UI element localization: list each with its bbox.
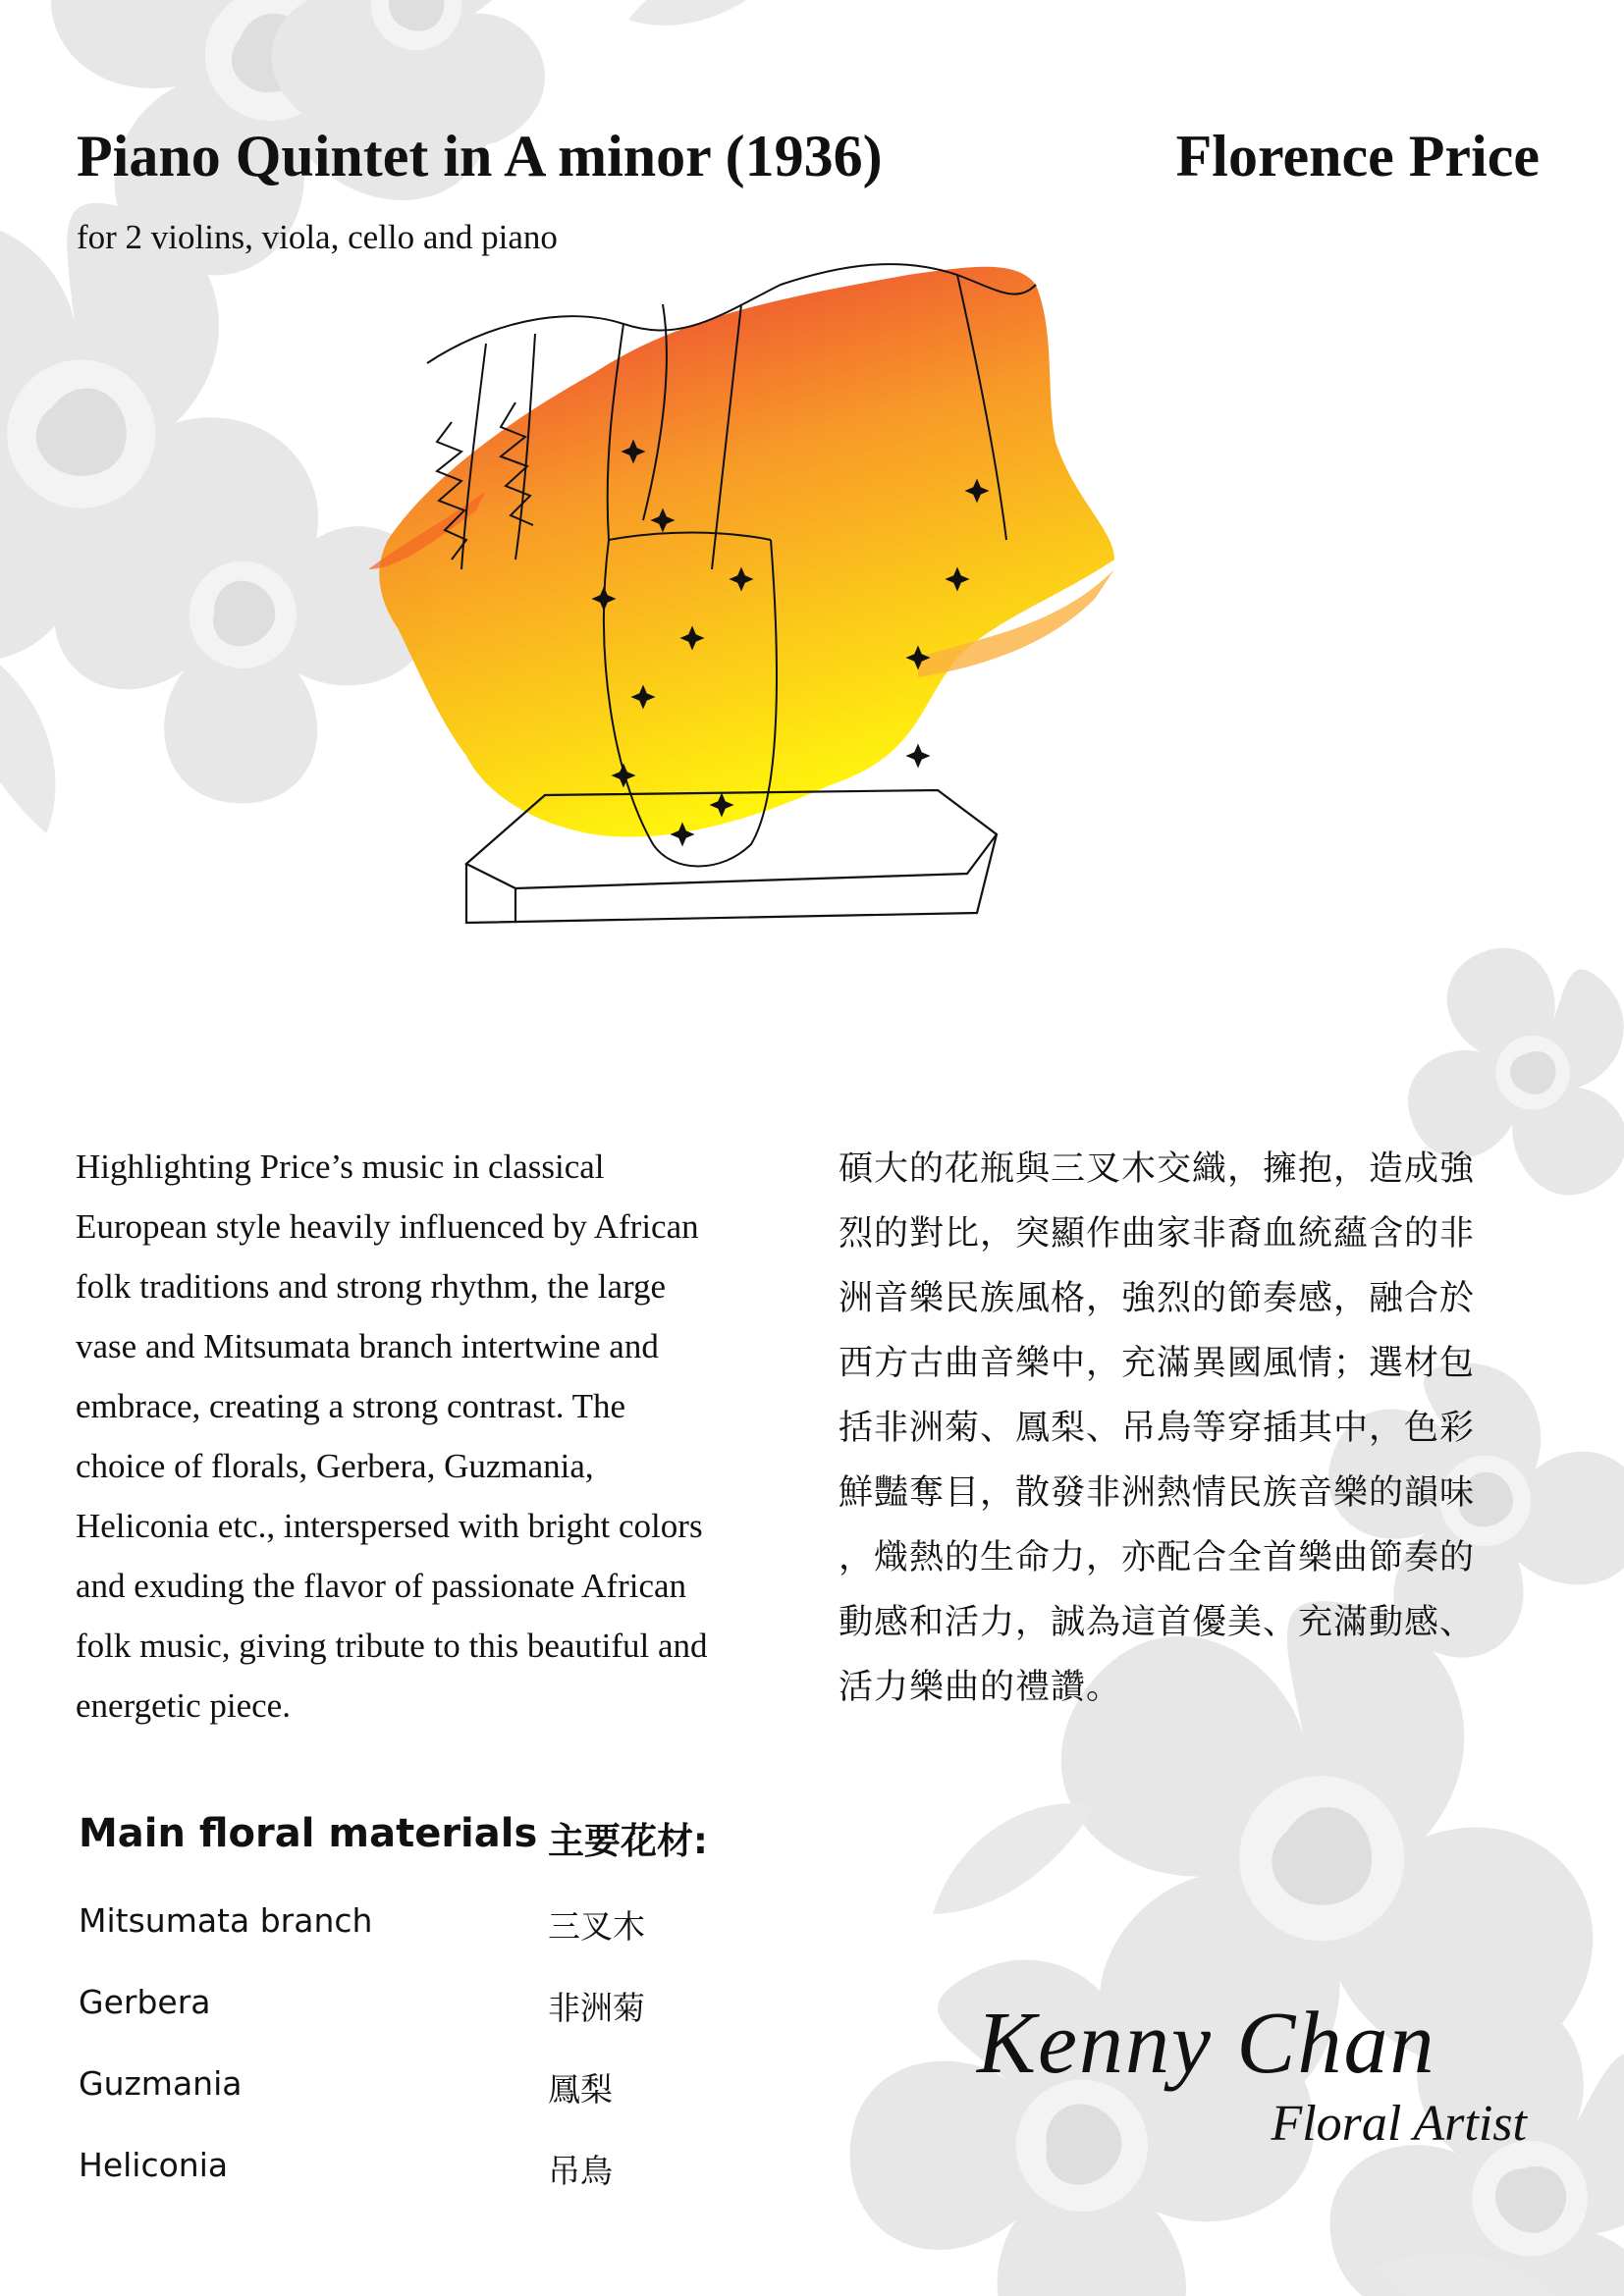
material-item-chinese: 吊鳥 bbox=[548, 2152, 613, 2190]
materials-heading-chinese: 主要花材: bbox=[548, 1820, 708, 1862]
description-line: energetic piece. bbox=[76, 1686, 291, 1725]
description-line: 西方古曲音樂中，充滿異國風情；選材包 bbox=[839, 1344, 1476, 1383]
material-item-chinese: 非洲菊 bbox=[548, 1989, 645, 2027]
description-line: 洲音樂民族風格，強烈的節奏感，融合於 bbox=[839, 1279, 1476, 1318]
description-line: folk music, giving tribute to this beautiful and bbox=[76, 1627, 708, 1665]
signature-name: Kenny Chan bbox=[977, 1995, 1436, 2092]
paint-splash bbox=[379, 267, 1114, 837]
description-line: Heliconia etc., interspersed with bright colors bbox=[76, 1507, 703, 1545]
description-line: 活力樂曲的禮讚。 bbox=[839, 1668, 1122, 1707]
piece-title: Piano Quintet in A minor (1936) bbox=[77, 124, 883, 188]
description-line: 動感和活力，誠為這首優美、充滿動感、 bbox=[839, 1603, 1476, 1642]
description-chinese bbox=[839, 1137, 1545, 1720]
description-line: Highlighting Price’s music in classical bbox=[76, 1148, 605, 1186]
description-line: embrace, creating a strong contrast. The bbox=[76, 1387, 626, 1425]
description-line: and exuding the flavor of passionate African bbox=[76, 1567, 687, 1605]
instrumentation-subtitle: for 2 violins, viola, cello and piano bbox=[77, 218, 558, 256]
description-english bbox=[76, 1137, 797, 1735]
description-line: folk traditions and strong rhythm, the large bbox=[76, 1267, 667, 1306]
artist-signature bbox=[977, 1993, 1546, 2160]
signature-role: Floral Artist bbox=[1271, 2096, 1527, 2152]
material-item-english: Mitsumata branch bbox=[79, 1901, 373, 1940]
description-line: vase and Mitsumata branch intertwine and bbox=[76, 1327, 659, 1365]
description-line: 鮮豔奪目，散發非洲熱情民族音樂的韻味 bbox=[839, 1473, 1476, 1513]
description-line: 括非洲菊、鳳梨、吊鳥等穿插其中，色彩 bbox=[839, 1409, 1476, 1448]
description-line: 烈的對比，突顯作曲家非裔血統蘊含的非 bbox=[839, 1214, 1476, 1254]
material-item-chinese: 鳳梨 bbox=[548, 2070, 613, 2109]
composer-name: Florence Price bbox=[1175, 124, 1540, 188]
materials-heading-english: Main floral materials bbox=[79, 1811, 538, 1856]
description-line: 碩大的花瓶與三叉木交織，擁抱，造成強 bbox=[839, 1149, 1476, 1189]
material-item-chinese: 三叉木 bbox=[548, 1907, 645, 1946]
material-item-english: Heliconia bbox=[79, 2146, 229, 2184]
description-line: European style heavily influenced by African bbox=[76, 1207, 699, 1246]
floral-arrangement-illustration bbox=[368, 245, 1252, 1070]
description-line: choice of florals, Gerbera, Guzmania, bbox=[76, 1447, 594, 1485]
material-item-english: Gerbera bbox=[79, 1983, 211, 2021]
description-line: ，熾熱的生命力，亦配合全首樂曲節奏的 bbox=[839, 1538, 1476, 1577]
material-item-english: Guzmania bbox=[79, 2064, 243, 2103]
